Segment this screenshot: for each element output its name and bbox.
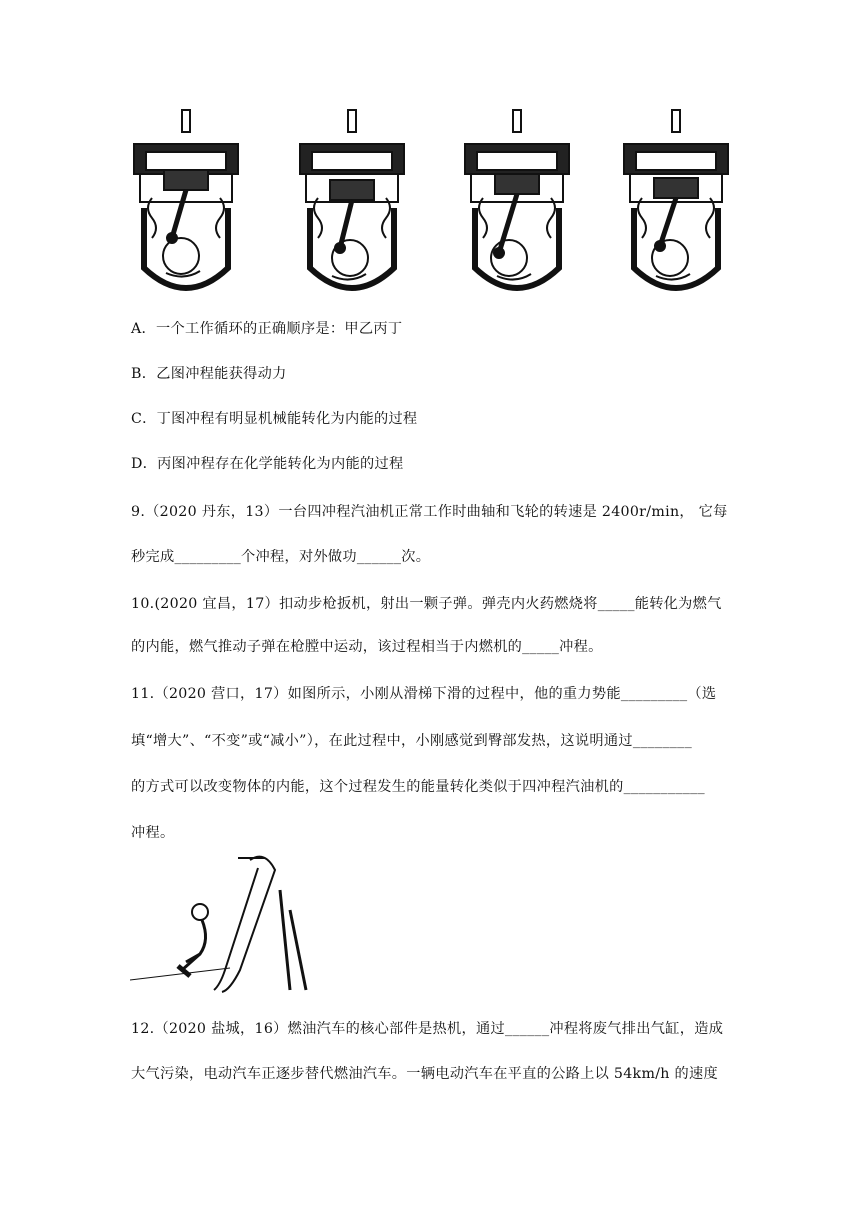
question-10-line-2: 的内能，燃气推动子弹在枪膛中运动，该过程相当于内燃机的_____冲程。 bbox=[131, 639, 603, 655]
option-d: D．丙图冲程存在化学能转化为内能的过程 bbox=[131, 456, 404, 472]
question-11-line-4: 冲程。 bbox=[131, 825, 175, 841]
engine-diagram-1 bbox=[126, 108, 246, 298]
slide-illustration bbox=[130, 850, 310, 1000]
question-12-line-1: 12.（2020 盐城，16）燃油汽车的核心部件是热机，通过______冲程将废气排出气缸，造成 bbox=[131, 1021, 724, 1037]
option-c: C．丁图冲程有明显机械能转化为内能的过程 bbox=[131, 411, 418, 427]
question-11-line-3: 的方式可以改变物体的内能，这个过程发生的能量转化类似于四冲程汽油机的___________ bbox=[131, 779, 705, 795]
question-9-line-1: 9.（2020 丹东，13）一台四冲程汽油机正常工作时曲轴和飞轮的转速是 2400r/min， 它每 bbox=[131, 504, 728, 520]
question-9-line-2: 秒完成_________个冲程，对外做功______次。 bbox=[131, 549, 431, 565]
option-b: B．乙图冲程能获得动力 bbox=[131, 366, 287, 382]
question-10-line-1: 10.(2020 宜昌，17）扣动步枪扳机，射出一颗子弹。弹壳内火药燃烧将_____能转化为燃气 bbox=[131, 596, 722, 612]
question-11-line-2: 填“增大”、“不变”或“减小”），在此过程中，小刚感觉到臀部发热，这说明通过________ bbox=[131, 733, 692, 749]
engine-diagram-4 bbox=[616, 108, 736, 298]
engine-diagram-2 bbox=[292, 108, 412, 298]
engine-strokes-figure bbox=[126, 108, 731, 298]
option-a: A．一个工作循环的正确顺序是：甲乙丙丁 bbox=[131, 321, 403, 337]
engine-diagram-3 bbox=[457, 108, 577, 298]
question-12-line-2: 大气污染，电动汽车正逐步替代燃油汽车。一辆电动汽车在平直的公路上以 54km/h 的速度 bbox=[131, 1066, 718, 1082]
question-11-line-1: 11.（2020 营口，17）如图所示，小刚从滑梯下滑的过程中，他的重力势能_________（选 bbox=[131, 686, 717, 702]
